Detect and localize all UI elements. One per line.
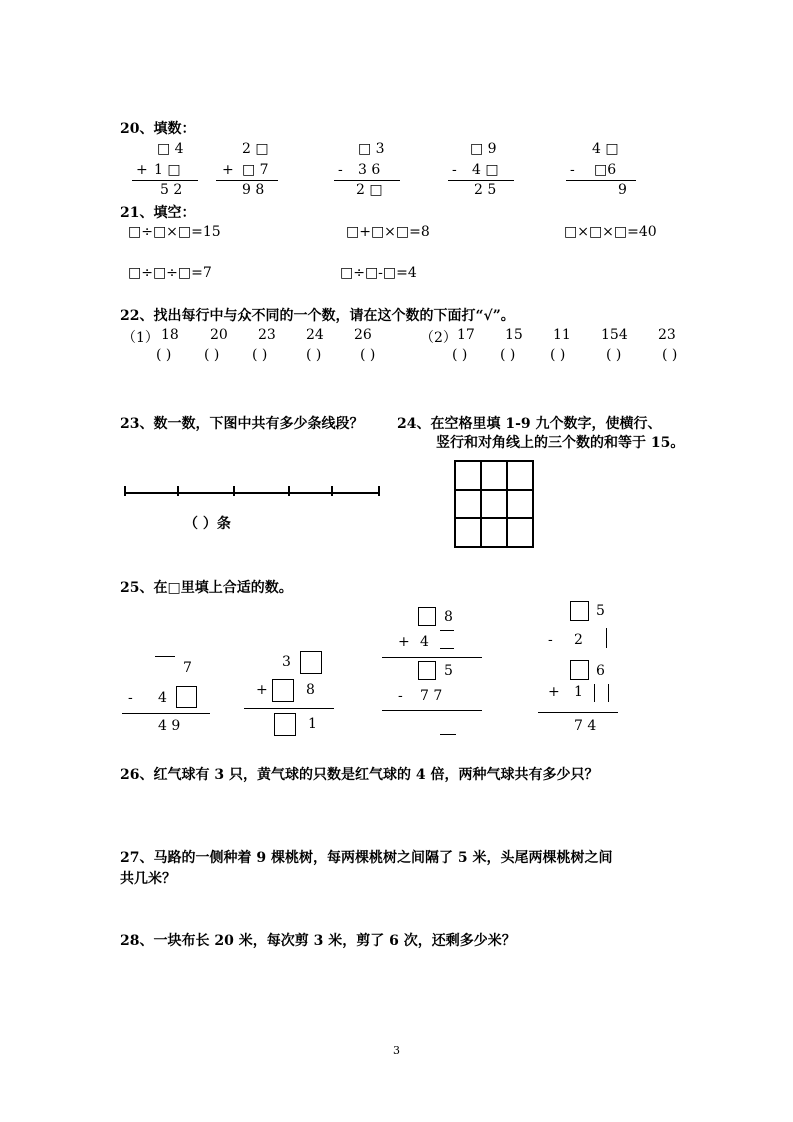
q22-row1-blank-2[interactable]: ( ) [204,347,220,363]
q20-p4-line1: □ 9 [470,141,497,157]
q20-p1-rule [132,180,198,181]
segment-baseline [124,492,380,494]
q20-p4-rule [448,180,514,181]
q25-p3-box-1[interactable] [418,607,436,626]
magic-square-cell[interactable] [507,518,533,547]
q22-row2-num-5: 23 [658,327,676,343]
q25-p1-blank-digit [155,656,175,657]
q25-p2-rule [244,708,334,709]
magic-square-cell[interactable] [481,518,507,547]
q20-p4-operator: - [452,162,457,178]
q20-p3-line2: 3 6 [358,162,381,178]
q25-p3-operator-2: - [398,688,403,704]
q21-item-3: □×□×□=40 [564,224,657,240]
q25-p3-line2: 4 [420,634,429,650]
q22-row2-blank-4[interactable]: ( ) [606,347,622,363]
q20-p4-answer: 2 5 [474,182,497,198]
q25-p2-box-1[interactable] [300,651,322,674]
q25-p2-line2: 8 [306,682,315,698]
page-number: 3 [393,1044,400,1057]
q25-p3-blank-digit-2 [440,648,454,649]
q25-p1-box[interactable] [176,686,197,708]
q20-p3-rule [334,180,400,181]
q20-p2-line1: 2 □ [242,141,269,157]
q24-title-line1: 24、在空格里填 1-9 九个数字，使横行、 [397,416,662,432]
q25-p4-line2: 2 [574,632,583,648]
q22-row2-num-2: 15 [505,327,523,343]
q20-p5-line1: 4 □ [592,141,619,157]
segment-tick-6 [378,486,380,496]
q25-p1-operator: - [128,690,133,706]
q25-p4-box-2[interactable] [570,660,589,680]
segment-tick-5 [331,486,333,496]
q20-p3-answer: 2 □ [356,182,383,198]
q20-p5-rule [566,180,636,181]
q20-p1-operator: + [136,162,148,178]
q21-item-1: □÷□×□=15 [128,224,221,240]
q25-p4-blank-digit-2 [594,684,595,702]
q20-title: 20、填数： [120,121,196,137]
q25-p1-answer: 4 9 [158,718,181,734]
magic-square-cell[interactable] [481,490,507,519]
q25-p3-line3: 7 7 [420,688,443,704]
q22-row1-num-1: 18 [161,327,179,343]
segment-tick-4 [288,486,290,496]
q25-p3-blank-answer [440,734,456,735]
q24-title-line2: 竖行和对角线上的三个数的和等于 15。 [436,435,685,451]
q25-p1-line1: 7 [183,660,192,676]
q20-p2-rule [216,180,278,181]
q27-text-line2: 共几米？ [120,871,176,887]
q25-p1-line2: 4 [158,690,167,706]
q25-p2-operator: + [256,682,268,698]
q21-title: 21、填空： [120,205,196,221]
q21-item-5: □÷□-□=4 [340,265,417,281]
q26-text: 26、红气球有 3 只，黄气球的只数是红气球的 4 倍，两种气球共有多少只？ [120,767,599,783]
magic-square-cell[interactable] [507,461,533,490]
q20-p3-line1: □ 3 [358,141,385,157]
segment-tick-1 [124,486,126,496]
q20-p2-answer: 9 8 [242,182,265,198]
q25-p2-answer: 1 [308,716,317,732]
q23-title: 23、数一数，下图中共有多少条线段？ [120,416,364,432]
q20-p5-line2: □6 [594,162,617,178]
q22-row1-blank-5[interactable]: ( ) [360,347,376,363]
magic-square-cell[interactable] [455,490,481,519]
q22-row2-blank-2[interactable]: ( ) [500,347,516,363]
q21-item-4: □÷□÷□=7 [128,265,212,281]
q25-title: 25、在□里填上合适的数。 [120,580,293,596]
q22-row1-blank-1[interactable]: ( ) [156,347,172,363]
q25-p3-box-2[interactable] [418,661,436,680]
q25-p3-rule-1 [382,657,482,658]
q20-p3-operator: - [338,162,343,178]
q20-p5-operator: - [570,162,575,178]
q20-p1-line2: 1 □ [154,162,181,178]
q22-row1-label: （1） [122,330,159,346]
q21-item-2: □+□×□=8 [346,224,430,240]
q25-p3-operator-1: + [398,634,410,650]
q25-p4-rule [538,712,618,713]
q22-row2-blank-3[interactable]: ( ) [550,347,566,363]
q25-p2-line1: 3 [282,654,291,670]
q25-p4-line1: 5 [596,603,605,619]
magic-square-cell[interactable] [455,518,481,547]
q25-p2-box-3[interactable] [274,713,296,736]
q25-p3-rule-2 [382,710,482,711]
magic-square-cell[interactable] [481,461,507,490]
q25-p4-blank-digit-3 [608,684,609,702]
q25-p3-line1: 8 [444,609,453,625]
q22-title: 22、找出每行中与众不同的一个数，请在这个数的下面打“√”。 [120,308,515,324]
q22-row2-num-1: 17 [457,327,475,343]
q25-p3-mid: 5 [444,663,453,679]
q22-row2-label: （2） [420,330,457,346]
q25-p4-mid: 6 [596,663,605,679]
q25-p4-answer: 7 4 [574,718,597,734]
q27-text-line1: 27、马路的一侧种着 9 棵桃树，每两棵桃树之间隔了 5 米，头尾两棵桃树之间 [120,850,613,866]
q20-p2-operator: + [222,162,234,178]
q25-p4-operator-1: - [548,632,553,648]
magic-square-cell[interactable] [507,490,533,519]
q28-text: 28、一块布长 20 米，每次剪 3 米，剪了 6 次，还剩多少米？ [120,933,516,949]
q22-row2-blank-1[interactable]: ( ) [452,347,468,363]
q20-p5-answer: 9 [618,182,627,198]
magic-square-grid [454,460,534,548]
q25-p4-operator-2: + [548,684,560,700]
q20-p2-line2: □ 7 [242,162,269,178]
q20-p4-line2: 4 □ [472,162,499,178]
q22-row1-blank-3[interactable]: ( ) [252,347,268,363]
q22-row2-num-4: 154 [601,327,628,343]
q22-row1-num-5: 26 [354,327,372,343]
q23-answer-blank[interactable]: （ ）条 [184,516,231,532]
q22-row1-num-2: 20 [210,327,228,343]
q22-row2-blank-5[interactable]: ( ) [662,347,678,363]
q22-row1-blank-4[interactable]: ( ) [306,347,322,363]
magic-square-cell[interactable] [455,461,481,490]
q25-p2-box-2[interactable] [272,679,294,702]
q22-row1-num-3: 23 [258,327,276,343]
q25-p4-blank-digit-1 [606,628,607,648]
q22-row2-num-3: 11 [553,327,571,343]
q22-row1-num-4: 24 [306,327,324,343]
segment-tick-3 [233,486,235,496]
q25-p3-blank-digit-1 [440,630,454,631]
q25-p4-box-1[interactable] [570,601,589,621]
q25-p1-rule [122,713,210,714]
segment-tick-2 [177,486,179,496]
q20-p1-line1: □ 4 [157,141,184,157]
q25-p4-line3: 1 [574,684,583,700]
q20-p1-answer: 5 2 [160,182,183,198]
